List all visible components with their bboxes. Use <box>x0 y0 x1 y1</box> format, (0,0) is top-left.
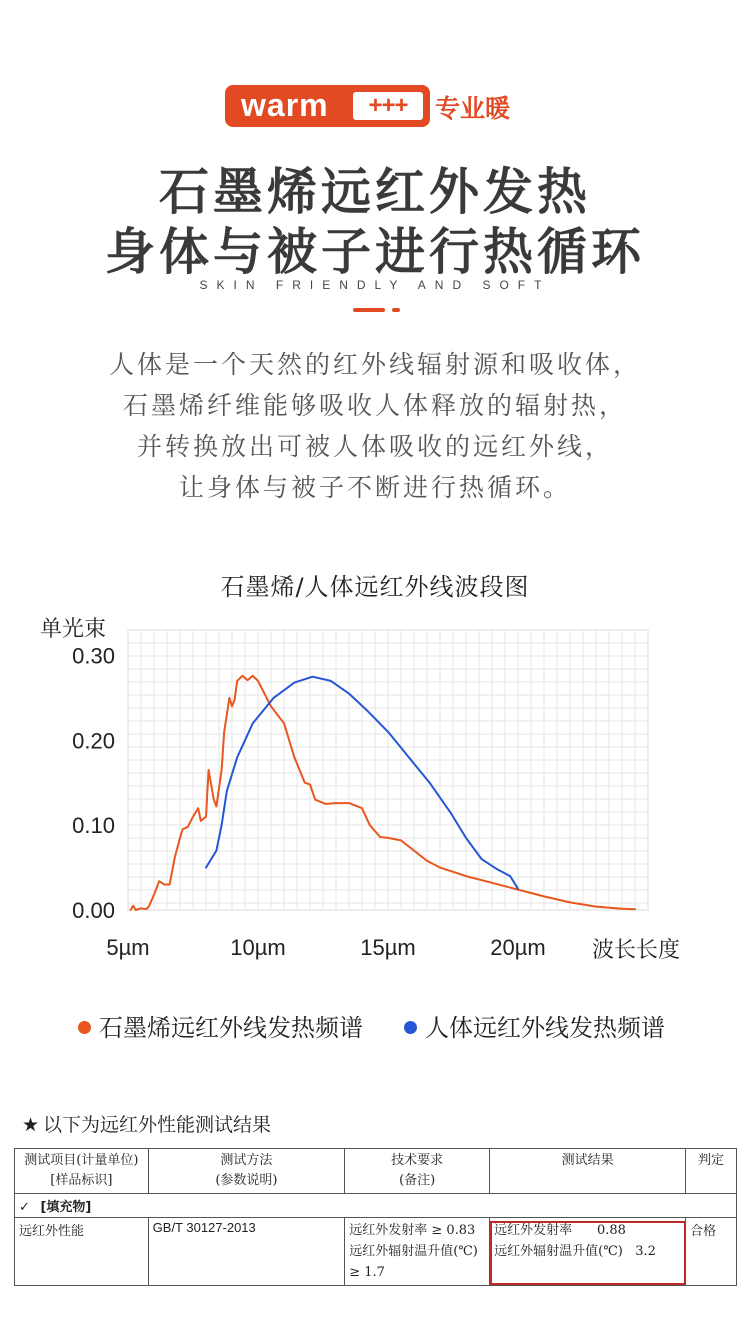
legend-label-body: 人体远红外线发热频谱 <box>425 1014 665 1042</box>
test-heading <box>22 1110 271 1137</box>
header-test-item <box>15 1149 149 1194</box>
badge-plus-text: +++ <box>353 92 423 120</box>
header-line: 测试项目(计量单位) <box>24 1153 139 1168</box>
headline-line2: 身体与被子进行热循环 <box>105 223 645 281</box>
headline-line1: 石墨烯远红外发热 <box>159 163 591 221</box>
paragraph-line-3: 并转换放出可被人体吸收的远红外线， <box>136 432 613 461</box>
y-tick-label: 0.00 <box>72 898 115 923</box>
cell-requirement <box>345 1218 490 1286</box>
legend-dot-graphene <box>78 1021 91 1034</box>
cell-item: 远红外性能 <box>15 1218 149 1286</box>
legend-label-graphene: 石墨烯远红外线发热频谱 <box>99 1014 363 1042</box>
accent-dash-long <box>353 308 385 312</box>
result-highlight-box <box>490 1221 686 1285</box>
x-tick-label: 10µm <box>230 935 286 960</box>
badge-warm-block <box>225 85 430 127</box>
cell-verdict: 合格 <box>686 1218 737 1286</box>
legend-dot-body <box>404 1021 417 1034</box>
chart-title: 石墨烯/人体远红外线波段图 <box>220 573 530 601</box>
check-icon: ✓ <box>19 1200 30 1215</box>
header-test-result <box>490 1149 686 1194</box>
y-tick-label: 0.20 <box>72 728 115 754</box>
x-tick-label: 20µm <box>490 935 546 960</box>
result-line: 远红外发射率 0.88 <box>494 1223 626 1238</box>
y-tick-label: 0.10 <box>72 813 115 839</box>
section-label: [填充物] <box>40 1200 92 1215</box>
legend-item-body <box>404 1008 665 1043</box>
accent-dash-short <box>392 308 400 312</box>
requirement-line: 远红外辐射温升值(℃) <box>349 1244 478 1259</box>
x-tick-label: 5µm <box>106 935 150 960</box>
header-verdict <box>686 1149 737 1194</box>
header-line: [样品标识] <box>50 1173 113 1188</box>
warm-badge <box>225 85 527 127</box>
header-line: 测试结果 <box>561 1153 614 1168</box>
test-heading-text: 以下为远红外性能测试结果 <box>43 1114 272 1136</box>
header-line: 技术要求 <box>391 1153 444 1168</box>
cell-method: GB/T 30127-2013 <box>148 1218 345 1286</box>
requirement-line: ≥ 1.7 <box>349 1265 385 1280</box>
legend-item-graphene <box>78 1008 363 1043</box>
paragraph-line-4: 让身体与被子不断进行热循环。 <box>178 473 571 502</box>
table-section-row <box>15 1194 737 1218</box>
header-line: (备注) <box>399 1173 436 1188</box>
y-tick-label: 0.30 <box>72 643 115 669</box>
header-line: 判定 <box>698 1153 725 1168</box>
table-header-row <box>15 1149 737 1194</box>
header-tech-requirement <box>345 1149 490 1194</box>
header-test-method <box>148 1149 345 1194</box>
header-line: (参数说明) <box>215 1173 278 1188</box>
paragraph-line-1: 人体是一个天然的红外线辐射源和吸收体， <box>108 350 641 379</box>
star-icon: ★ <box>22 1114 40 1136</box>
badge-tag-text: 专业暖 <box>435 94 511 123</box>
y-axis-label: 单光束 <box>40 617 107 642</box>
result-line: 远红外辐射温升值(℃) 3.2 <box>494 1244 656 1259</box>
badge-warm-text: warm <box>241 87 329 123</box>
requirement-line: 远红外发射率 ≥ 0.83 <box>349 1223 476 1238</box>
section-cell <box>15 1194 737 1218</box>
headline-en-subtitle: SKIN FRIENDLY AND SOFT <box>199 278 551 292</box>
x-tick-label: 15µm <box>360 935 416 960</box>
x-axis-label: 波长长度 <box>592 938 681 963</box>
header-line: 测试方法 <box>220 1153 273 1168</box>
spectrum-chart <box>0 610 750 970</box>
paragraph-line-2: 石墨烯纤维能够吸收人体释放的辐射热， <box>122 391 627 420</box>
